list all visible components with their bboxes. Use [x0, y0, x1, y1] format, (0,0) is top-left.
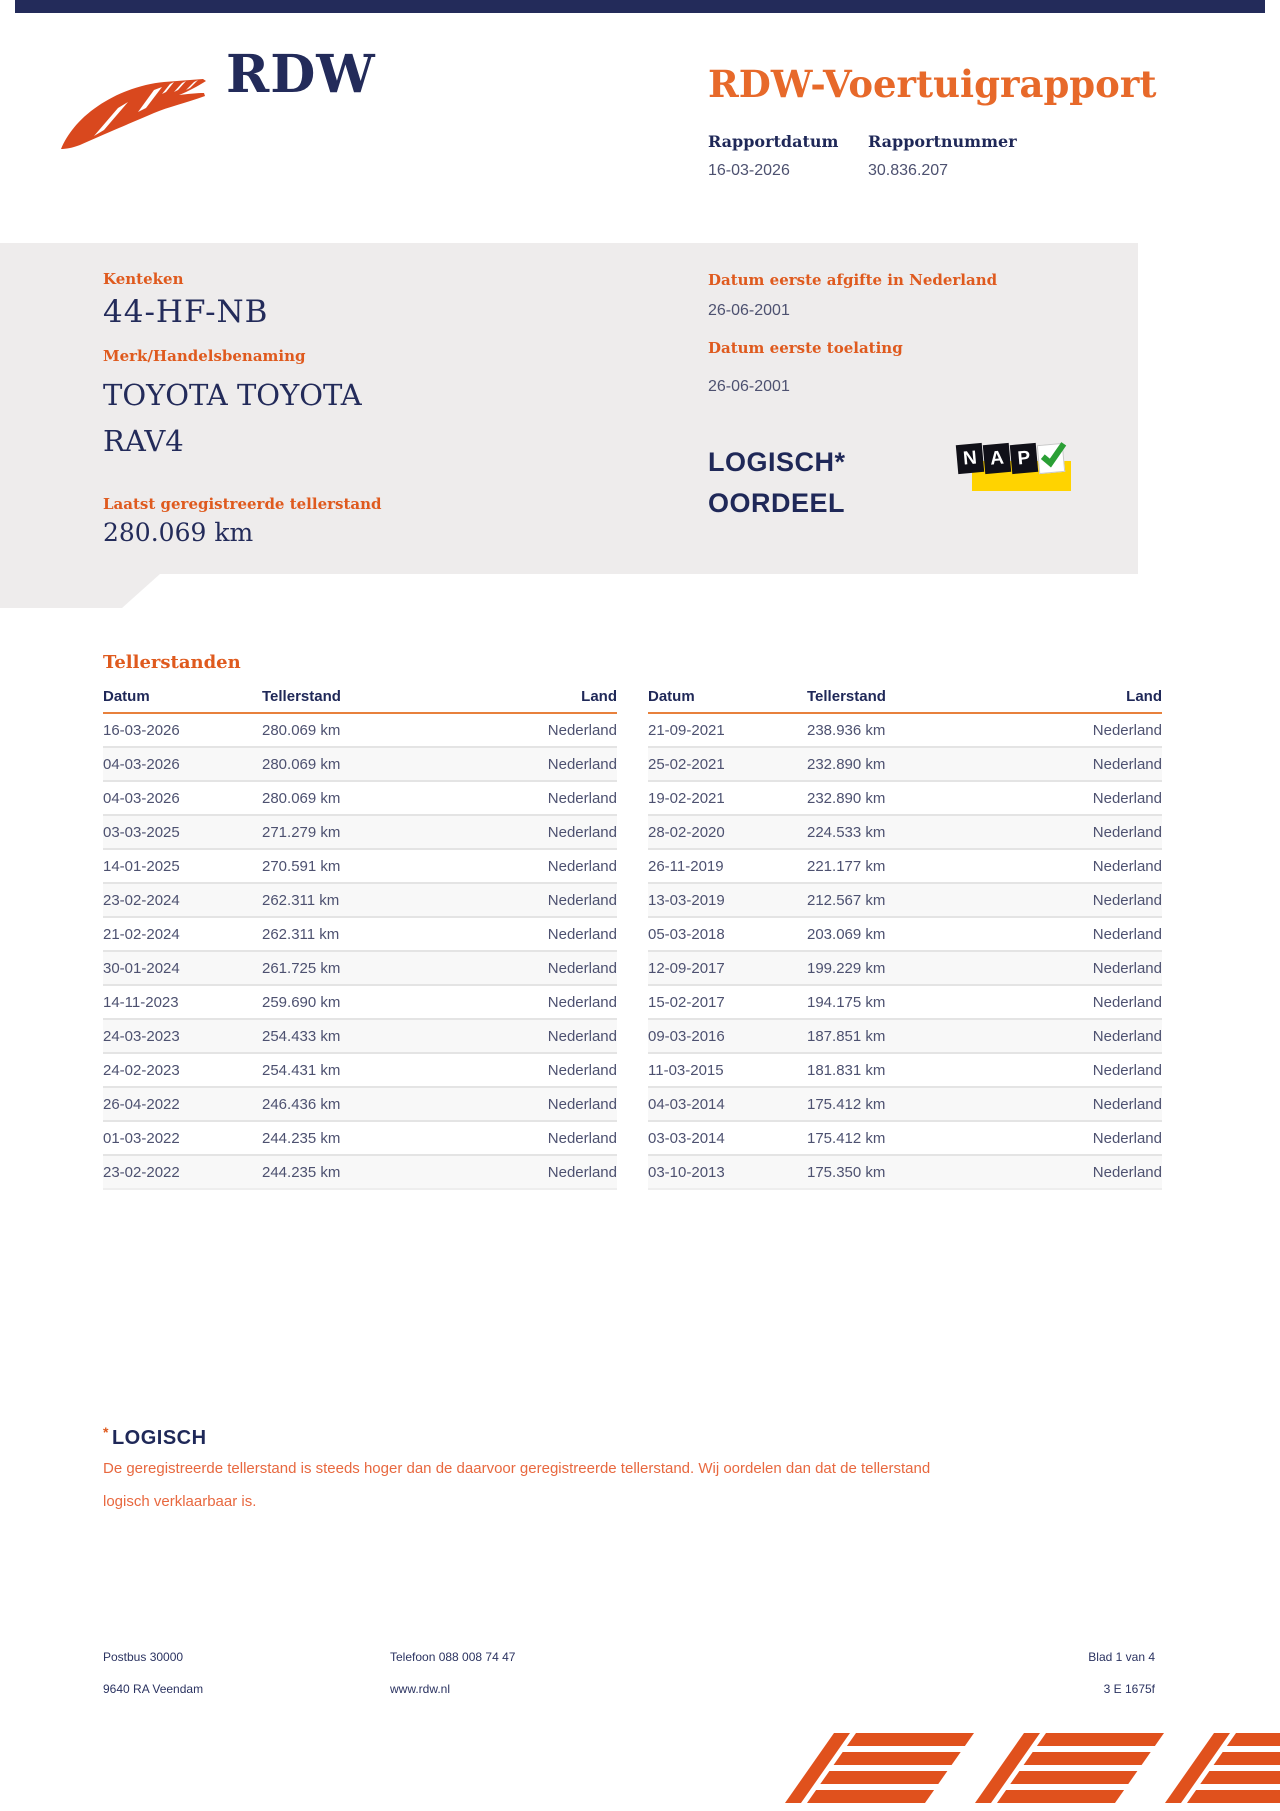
table-row — [103, 950, 617, 984]
cell-land: Nederland — [547, 993, 617, 1011]
footer-page-number: Blad 1 van 4 — [1088, 1650, 1155, 1664]
merk-value — [103, 372, 362, 464]
table-row — [648, 1018, 1162, 1052]
cell-land: Nederland — [1092, 755, 1162, 773]
cell-datum: 15-02-2017 — [648, 993, 725, 1011]
table-row — [648, 882, 1162, 916]
page-title: RDW-Voertuigrapport — [708, 62, 1157, 106]
cell-land: Nederland — [1092, 1095, 1162, 1113]
nap-logo — [957, 441, 1073, 497]
cell-land: Nederland — [1092, 925, 1162, 943]
cell-tellerstand: 232.890 km — [807, 755, 886, 773]
rdw-stripes-graphic — [760, 1733, 1280, 1811]
table-row — [648, 714, 1162, 746]
cell-datum: 25-02-2021 — [648, 755, 725, 773]
cell-land: Nederland — [1092, 959, 1162, 977]
header-land: Land — [581, 688, 617, 705]
table-row — [648, 916, 1162, 950]
cell-datum: 21-09-2021 — [648, 721, 725, 739]
cell-datum: 03-03-2014 — [648, 1129, 725, 1147]
cell-datum: 03-03-2025 — [103, 823, 180, 841]
table-row — [648, 848, 1162, 882]
cell-tellerstand: 254.431 km — [262, 1061, 341, 1079]
cell-tellerstand: 224.533 km — [807, 823, 886, 841]
table-row — [648, 1052, 1162, 1086]
cell-tellerstand: 246.436 km — [262, 1095, 341, 1113]
nap-letter-a: A — [983, 443, 1011, 474]
cell-datum: 14-11-2023 — [103, 993, 179, 1011]
rdw-logo-text: RDW — [226, 44, 376, 105]
cell-tellerstand: 199.229 km — [807, 959, 886, 977]
cell-datum: 26-11-2019 — [648, 857, 724, 875]
oordeel-line1: LOGISCH* — [708, 447, 846, 477]
cell-land: Nederland — [1092, 891, 1162, 909]
merk-line1: TOYOTA TOYOTA — [103, 378, 362, 412]
tellerstanden-table-left — [103, 688, 617, 1190]
kenteken-value: 44-HF-NB — [103, 294, 269, 330]
cell-datum: 04-03-2026 — [103, 789, 180, 807]
cell-datum: 05-03-2018 — [648, 925, 725, 943]
tellerstand-label: Laatst geregistreerde tellerstand — [103, 495, 382, 513]
table-row — [648, 814, 1162, 848]
footer-phone: Telefoon 088 008 74 47 — [390, 1650, 516, 1664]
nap-letter-p: P — [1010, 443, 1038, 474]
table-row — [648, 746, 1162, 780]
logisch-heading — [103, 1424, 207, 1450]
cell-land: Nederland — [547, 1095, 617, 1113]
cell-datum: 04-03-2014 — [648, 1095, 725, 1113]
cell-tellerstand: 238.936 km — [807, 721, 886, 739]
cell-tellerstand: 261.725 km — [262, 959, 341, 977]
cell-datum: 24-03-2023 — [103, 1027, 180, 1045]
cell-land: Nederland — [1092, 789, 1162, 807]
table-row — [103, 1154, 617, 1188]
table-header-row — [648, 688, 1162, 714]
cell-land: Nederland — [1092, 1027, 1162, 1045]
table-row — [103, 882, 617, 916]
table-row — [103, 1052, 617, 1086]
tellerstanden-table-right — [648, 688, 1162, 1190]
merk-line2: RAV4 — [103, 424, 184, 458]
cell-tellerstand: 221.177 km — [807, 857, 886, 875]
cell-tellerstand: 259.690 km — [262, 993, 341, 1011]
report-number-label: Rapportnummer — [868, 132, 1017, 151]
tellerstand-value: 280.069 km — [103, 518, 254, 547]
cell-datum: 14-01-2025 — [103, 857, 180, 875]
cell-datum: 03-10-2013 — [648, 1163, 725, 1181]
header-tellerstand: Tellerstand — [262, 688, 341, 705]
logisch-asterisk: * — [103, 1424, 109, 1440]
table-row — [648, 950, 1162, 984]
table-row — [103, 780, 617, 814]
table-body — [648, 714, 1162, 1190]
footer-address-line2: 9640 RA Veendam — [103, 1682, 204, 1696]
header-datum: Datum — [648, 688, 695, 705]
cell-land: Nederland — [1092, 993, 1162, 1011]
cell-tellerstand: 232.890 km — [807, 789, 886, 807]
cell-land: Nederland — [547, 959, 617, 977]
table-row — [103, 848, 617, 882]
oordeel-text — [708, 442, 846, 524]
toelating-value: 26-06-2001 — [708, 378, 790, 395]
table-row — [103, 714, 617, 746]
nap-check-icon — [1037, 443, 1065, 474]
cell-tellerstand: 212.567 km — [807, 891, 886, 909]
report-date-value: 16-03-2026 — [708, 162, 790, 179]
cell-datum: 23-02-2024 — [103, 891, 180, 909]
cell-tellerstand: 270.591 km — [262, 857, 341, 875]
cell-datum: 04-03-2026 — [103, 755, 180, 773]
afgifte-value: 26-06-2001 — [708, 302, 790, 319]
table-row — [103, 814, 617, 848]
cell-tellerstand: 175.350 km — [807, 1163, 886, 1181]
cell-land: Nederland — [547, 1061, 617, 1079]
cell-tellerstand: 175.412 km — [807, 1095, 886, 1113]
cell-datum: 16-03-2026 — [103, 721, 180, 739]
cell-tellerstand: 194.175 km — [807, 993, 886, 1011]
cell-datum: 12-09-2017 — [648, 959, 725, 977]
report-number-value: 30.836.207 — [868, 162, 949, 179]
cell-tellerstand: 175.412 km — [807, 1129, 886, 1147]
cell-tellerstand: 254.433 km — [262, 1027, 341, 1045]
cell-tellerstand: 262.311 km — [262, 925, 340, 943]
cell-tellerstand: 280.069 km — [262, 755, 341, 773]
cell-land: Nederland — [547, 721, 617, 739]
cell-datum: 26-04-2022 — [103, 1095, 180, 1113]
footer-website: www.rdw.nl — [390, 1682, 451, 1696]
cell-land: Nederland — [1092, 1061, 1162, 1079]
cell-tellerstand: 187.851 km — [807, 1027, 886, 1045]
cell-datum: 21-02-2024 — [103, 925, 180, 943]
cell-tellerstand: 262.311 km — [262, 891, 340, 909]
table-row — [648, 1120, 1162, 1154]
cell-tellerstand: 181.831 km — [807, 1061, 886, 1079]
table-row — [103, 1120, 617, 1154]
tellerstanden-section-title: Tellerstanden — [103, 652, 241, 673]
table-row — [648, 1086, 1162, 1120]
cell-tellerstand: 244.235 km — [262, 1129, 341, 1147]
cell-land: Nederland — [547, 891, 617, 909]
cell-land: Nederland — [547, 1163, 617, 1181]
logisch-title: LOGISCH — [111, 1427, 207, 1449]
cell-land: Nederland — [547, 925, 617, 943]
cell-land: Nederland — [1092, 1163, 1162, 1181]
kenteken-label: Kenteken — [103, 270, 184, 288]
nap-letter-n: N — [956, 443, 984, 474]
cell-datum: 19-02-2021 — [648, 789, 725, 807]
cell-datum: 13-03-2019 — [648, 891, 725, 909]
cell-datum: 24-02-2023 — [103, 1061, 180, 1079]
cell-land: Nederland — [1092, 857, 1162, 875]
afgifte-label: Datum eerste afgifte in Nederland — [708, 271, 998, 289]
rdw-feather-logo-icon — [58, 78, 208, 157]
header-datum: Datum — [103, 688, 150, 705]
cell-land: Nederland — [547, 1129, 617, 1147]
cell-land: Nederland — [547, 789, 617, 807]
logisch-explanation: De geregistreerde tellerstand is steeds hoger dan de daarvoor geregistreerde tellerstand. Wij oordelen dan dat de tellerstand logisch verklaarbaar is. — [103, 1460, 931, 1510]
cell-land: Nederland — [547, 755, 617, 773]
cell-tellerstand: 280.069 km — [262, 789, 341, 807]
report-date-label: Rapportdatum — [708, 132, 839, 151]
table-header-row — [103, 688, 617, 714]
table-row — [103, 1086, 617, 1120]
footer-address-line1: Postbus 30000 — [103, 1650, 184, 1664]
cell-land: Nederland — [1092, 1129, 1162, 1147]
table-body — [103, 714, 617, 1190]
cell-datum: 01-03-2022 — [103, 1129, 180, 1147]
table-row — [648, 1154, 1162, 1188]
cell-land: Nederland — [547, 1027, 617, 1045]
cell-land: Nederland — [1092, 721, 1162, 739]
cell-land: Nederland — [547, 857, 617, 875]
table-row — [103, 746, 617, 780]
header-land: Land — [1126, 688, 1162, 705]
cell-datum: 09-03-2016 — [648, 1027, 725, 1045]
table-row — [103, 1018, 617, 1052]
cell-land: Nederland — [1092, 823, 1162, 841]
cell-datum: 23-02-2022 — [103, 1163, 180, 1181]
cell-tellerstand: 244.235 km — [262, 1163, 341, 1181]
top-accent-bar — [15, 0, 1265, 13]
cell-tellerstand: 280.069 km — [262, 721, 341, 739]
cell-tellerstand: 203.069 km — [807, 925, 886, 943]
table-row — [648, 780, 1162, 814]
cell-land: Nederland — [547, 823, 617, 841]
footer-form-code: 3 E 1675f — [1103, 1682, 1155, 1696]
table-row — [103, 916, 617, 950]
oordeel-line2: OORDEEL — [708, 488, 846, 518]
toelating-label: Datum eerste toelating — [708, 339, 903, 357]
cell-datum: 28-02-2020 — [648, 823, 725, 841]
table-row — [103, 984, 617, 1018]
header-tellerstand: Tellerstand — [807, 688, 886, 705]
table-row — [648, 984, 1162, 1018]
merk-label: Merk/Handelsbenaming — [103, 347, 306, 365]
cell-datum: 30-01-2024 — [103, 959, 180, 977]
cell-datum: 11-03-2015 — [648, 1061, 724, 1079]
cell-tellerstand: 271.279 km — [262, 823, 341, 841]
